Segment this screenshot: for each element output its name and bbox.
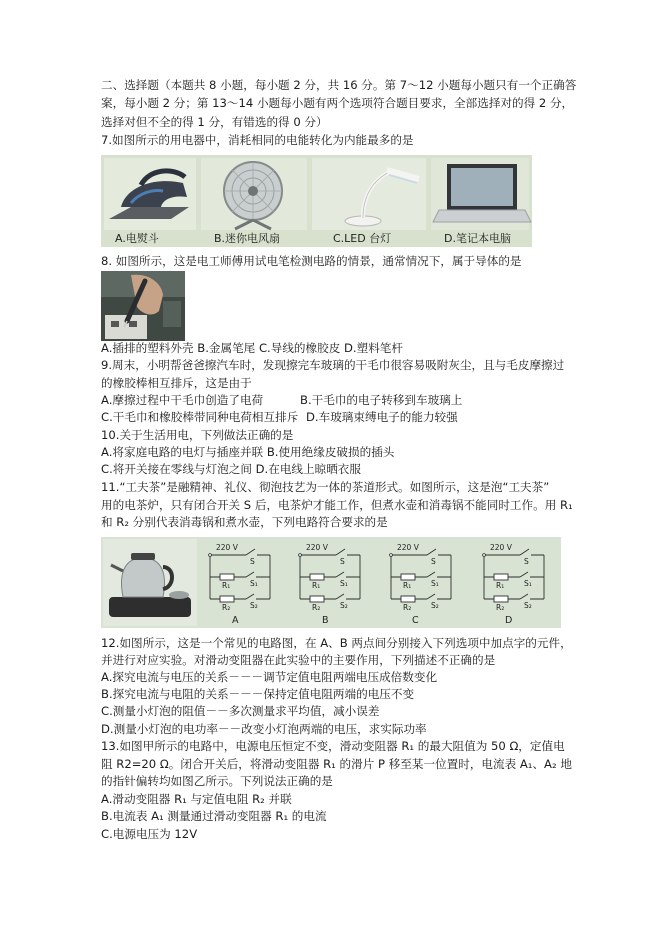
circuit-b-switch-s2-label: S₂ [340, 601, 348, 610]
q7-label-c: C.LED 台灯 [333, 232, 392, 245]
q10-option-c: C.将开关接在零线与灯泡之间 [101, 462, 252, 476]
section-header-line-2: 案，每小题 2 分；第 13～14 小题每小题有两个选项符合题目要求，全部选择对的得 2 分， [101, 96, 574, 110]
circuit-d-resistor-r1 [494, 574, 508, 580]
q13-option-a: A.滑动变阻器 R₁ 与定值电阻 R₂ 并联 [101, 792, 292, 806]
q7-label-d: D.笔记本电脑 [444, 232, 511, 245]
circuit-a-switch-s1-label: S₁ [250, 579, 258, 588]
circuit-c-switch-s-label: S [431, 557, 436, 566]
q12-stem-line-2: 并进行对应实验。对滑动变阻器在此实验中的主要作用，下列描述不正确的是 [101, 653, 496, 667]
circuit-a-voltage-label: 220 V [216, 543, 238, 552]
circuit-d-switch-s2-label: S₂ [524, 601, 532, 610]
section-header-line-3: 选择对但不全的得 1 分，有错选的得 0 分） [101, 115, 328, 129]
circuit-a-switch-s-label: S [250, 557, 255, 566]
section-header-line-1: 二、选择题（本题共 8 小题，每小题 2 分，共 16 分。第 7～12 小题每小题只有一个正确答 [101, 78, 577, 92]
circuit-b-switch-s-label: S [340, 557, 345, 566]
circuit-d-resistor-r1-label: R₁ [496, 581, 505, 590]
circuit-c-voltage-label: 220 V [397, 543, 419, 552]
circuit-b-voltage-label: 220 V [306, 543, 328, 552]
disinfection-pot-icon [169, 591, 189, 599]
q7-label-a: A.电熨斗 [115, 232, 159, 245]
circuit-a-resistor-r2-label: R₂ [222, 603, 231, 612]
q8-stem: 8. 如图所示，这是电工师傅用试电笔检测电路的情景，通常情况下，属于导体的是 [101, 254, 522, 268]
circuit-b-resistor-r1 [310, 574, 324, 580]
q10-options-row-2 [101, 461, 361, 478]
q13-stem-line-2: 阻 R2=20 Ω。闭合开关后，将滑动变阻器 R₁ 的滑片 P 移至某一位置时，电流表 A₁、A₂ 地 [101, 757, 572, 771]
circuit-a-resistor-r1-label: R₁ [222, 581, 231, 590]
tea-stove-base-icon [109, 597, 191, 617]
q7-label-b: B.迷你电风扇 [214, 232, 281, 245]
q11-stem-line-2: 用的电茶炉，只有闭合开关 S 后，电茶炉才能工作，但煮水壶和消毒锅不能同时工作。用 R₁ [101, 498, 573, 512]
circuit-a-switch-s2-label: S₂ [250, 601, 258, 610]
circuit-b-terminal [299, 554, 302, 557]
circuit-d-resistor-r2 [494, 596, 508, 602]
circuit-b-resistor-r2 [310, 596, 324, 602]
socket-hole-icon [129, 321, 137, 327]
circuit-a-terminal [209, 554, 212, 557]
circuit-d-resistor-r2-label: R₂ [496, 603, 505, 612]
circuit-d-voltage-label: 220 V [490, 543, 512, 552]
circuit-c-terminal [390, 554, 393, 557]
circuit-c-switch-s1-label: S₁ [431, 579, 439, 588]
q9-option-d: D.车玻璃束缚电子的能力较强 [306, 410, 458, 424]
circuit-b-switch-s1-label: S₁ [340, 579, 348, 588]
q11-stem-line-1: 11.“工夫茶”是融精神、礼仪、彻泡技艺为一体的茶道形式。如图所示，这是泡“工夫茶” [101, 480, 550, 494]
socket-hole-icon [111, 321, 119, 327]
circuit-d-switch-s1-label: S₁ [524, 579, 532, 588]
laptop-screen-icon [451, 168, 513, 206]
q10-options-row-1 [101, 444, 394, 461]
circuit-c-resistor-r1 [401, 574, 415, 580]
q13-stem-line-3: 的指针偏转均如图乙所示。下列说法正确的是 [101, 774, 333, 788]
q12-option-c: C.测量小灯泡的阻值－－多次测量求平均值，减小误差 [101, 704, 380, 718]
q9-stem-line-1: 9.周末，小明帮爸爸擦汽车时，发现擦完车玻璃的干毛巾很容易吸附灰尘，且与毛皮摩擦过 [101, 358, 565, 372]
q8-figure [101, 271, 185, 341]
q7-figure [101, 155, 532, 247]
q12-stem-line-1: 12.如图所示，这是一个常见的电路图，在 A、B 两点间分别接入下列选项中加点字的元件， [101, 636, 572, 650]
q10-option-d: D.在电线上晾晒衣服 [255, 462, 361, 476]
circuit-option-a-label: A [232, 615, 239, 626]
q12-option-b: B.探究电流与电阻的关系－－－保持定值电阻两端的电压不变 [101, 687, 415, 701]
circuit-a-resistor-r2 [220, 596, 234, 602]
kettle-lid-icon [131, 553, 155, 560]
circuit-b-resistor-r2-label: R₂ [312, 603, 321, 612]
q10-stem: 10.关于生活用电，下列做法正确的是 [101, 428, 294, 442]
q9-option-a: A.摩擦过程中干毛巾创造了电荷 [101, 393, 264, 407]
q11-stem-line-3: 和 R₂ 分别代表消毒锅和煮水壶，下列电路符合要求的是 [101, 515, 388, 529]
q8-options: A.插排的塑料外壳 B.金属笔尾 C.导线的橡胶皮 D.塑料笔杆 [101, 341, 403, 355]
q7-stem: 7.如图所示的用电器中，消耗相同的电能转化为内能最多的是 [101, 133, 414, 147]
circuit-d-switch-s-label: S [524, 557, 529, 566]
fan-hub-icon [248, 186, 258, 196]
circuit-b-resistor-r1-label: R₁ [312, 581, 321, 590]
q10-option-b: B.使用绝缘皮破损的插头 [266, 445, 395, 459]
q13-stem-line-1: 13.如图甲所示的电路中，电源电压恒定不变，滑动变阻器 R₁ 的最大阻值为 50 Ω，定值电 [101, 739, 565, 753]
circuit-c-resistor-r2 [401, 596, 415, 602]
circuit-option-b-label: B [322, 615, 329, 626]
q13-option-c: C.电源电压为 12V [101, 827, 198, 841]
circuit-c-resistor-r2-label: R₂ [403, 603, 412, 612]
laptop-keyboard-icon [433, 210, 531, 222]
q11-figure [101, 537, 561, 628]
kettle-body-icon [122, 559, 165, 597]
circuit-a-resistor-r1 [220, 574, 234, 580]
q9-option-b: B.干毛巾的电子转移到车玻璃上 [300, 393, 463, 407]
q13-option-b: B.电流表 A₁ 测量通过滑动变阻器 R₁ 的电流 [101, 809, 327, 823]
q9-option-c: C.干毛巾和橡胶棒带同种电荷相互排斥 [101, 410, 299, 424]
q8-photo-shadow [163, 301, 181, 327]
q12-option-d: D.测量小灯泡的电功率－－改变小灯泡两端的电压，求实际功率 [101, 722, 427, 736]
q10-option-a: A.将家庭电路的电灯与插座并联 [101, 445, 264, 459]
circuit-c-switch-s2-label: S₂ [431, 601, 439, 610]
circuit-option-d-label: D [505, 615, 513, 626]
q9-stem-line-2: 的橡胶棒相互排斥，这是由于 [101, 376, 252, 390]
circuit-option-c-label: C [412, 615, 419, 626]
circuit-d-terminal [483, 554, 486, 557]
circuit-c-resistor-r1-label: R₁ [403, 581, 412, 590]
q12-option-a: A.探究电流与电压的关系－－－调节定值电阻两端电压成倍数变化 [101, 670, 438, 684]
